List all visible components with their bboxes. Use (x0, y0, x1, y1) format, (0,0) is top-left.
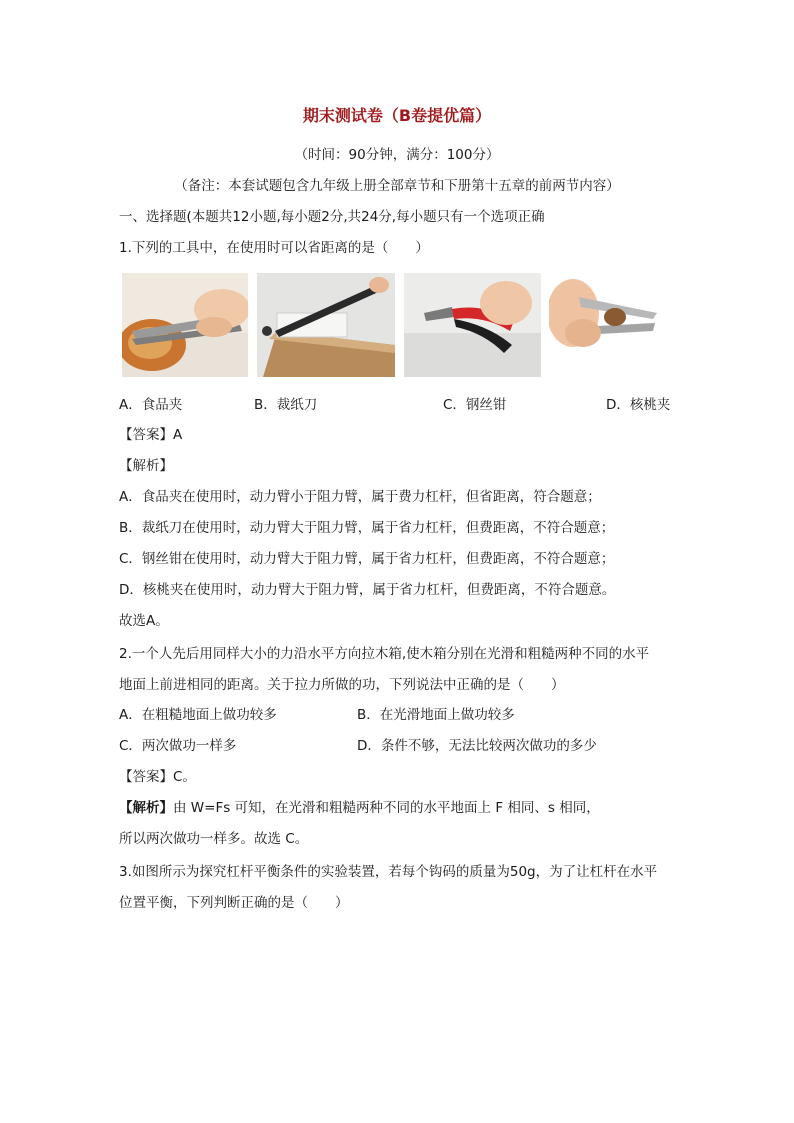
nutcracker-photo (549, 273, 662, 377)
question-2-analysis-line-1 (119, 798, 600, 818)
question-2-analysis-label: 【解析】 (119, 800, 173, 816)
question-1-option-b: B．裁纸刀 (254, 397, 318, 413)
question-1-analysis-d: D．核桃夹在使用时，动力臂大于阻力臂，属于省力杠杆，但费距离，不符合题意。 (119, 582, 616, 598)
question-2-option-b: B．在光滑地面上做功较多 (357, 707, 515, 723)
time-info: （时间：90分钟，满分：100分） (294, 147, 500, 163)
question-1-analysis-a: A．食品夹在使用时，动力臂小于阻力臂，属于费力杠杆，但省距离，符合题意； (119, 489, 601, 505)
question-2-stem-line-2: 地面上前进相同的距离。关于拉力所做的功，下列说法中正确的是（ ） (119, 677, 565, 693)
question-1-analysis-b: B．裁纸刀在使用时，动力臂大于阻力臂，属于省力杠杆，但费距离，不符合题意； (119, 520, 615, 536)
question-3-stem-line-1: 3.如图所示为探究杠杆平衡条件的实验装置，若每个钩码的质量为50g，为了让杠杆在水平 (119, 864, 658, 880)
question-1-stem: 1.下列的工具中，在使用时可以省距离的是（ ） (119, 240, 429, 256)
section-heading: 一、选择题(本题共12小题,每小题2分,共24分,每小题只有一个选项正确 (119, 209, 545, 225)
page-title: 期末测试卷（B卷提优篇） (302, 106, 492, 125)
question-2-option-a: A．在粗糙地面上做功较多 (119, 707, 277, 723)
food-tongs-photo (122, 273, 248, 377)
question-1-conclusion: 故选A。 (119, 613, 169, 629)
question-2-option-c: C．两次做功一样多 (119, 738, 237, 754)
question-2-answer: 【答案】C。 (119, 769, 196, 785)
question-1-analysis-c: C．钢丝钳在使用时，动力臂大于阻力臂，属于省力杠杆，但费距离，不符合题意； (119, 551, 615, 567)
question-1-answer: 【答案】A (119, 427, 183, 443)
question-2-option-d: D．条件不够，无法比较两次做功的多少 (357, 738, 597, 754)
question-2-analysis-line-2: 所以两次做功一样多。故选 C。 (119, 831, 309, 847)
question-2-stem-line-1: 2.一个人先后用同样大小的力沿水平方向拉木箱,使木箱分别在光滑和粗糙两种不同的水平 (119, 646, 650, 662)
question-1-option-d: D．核桃夹 (606, 397, 671, 413)
question-3-stem-line-2: 位置平衡，下列判断正确的是（ ） (119, 895, 349, 911)
question-1-option-c: C．钢丝钳 (443, 397, 507, 413)
paper-cutter-photo (257, 273, 395, 377)
question-1-analysis-title: 【解析】 (119, 458, 173, 474)
question-1-option-a: A．食品夹 (119, 397, 183, 413)
wire-pliers-photo (404, 273, 541, 377)
question-2-analysis-text: 由 W=Fs 可知，在光滑和粗糙两种不同的水平地面上 F 相同、s 相同， (173, 800, 600, 816)
exam-note: （备注：本套试题包含九年级上册全部章节和下册第十五章的前两节内容） (174, 178, 620, 194)
